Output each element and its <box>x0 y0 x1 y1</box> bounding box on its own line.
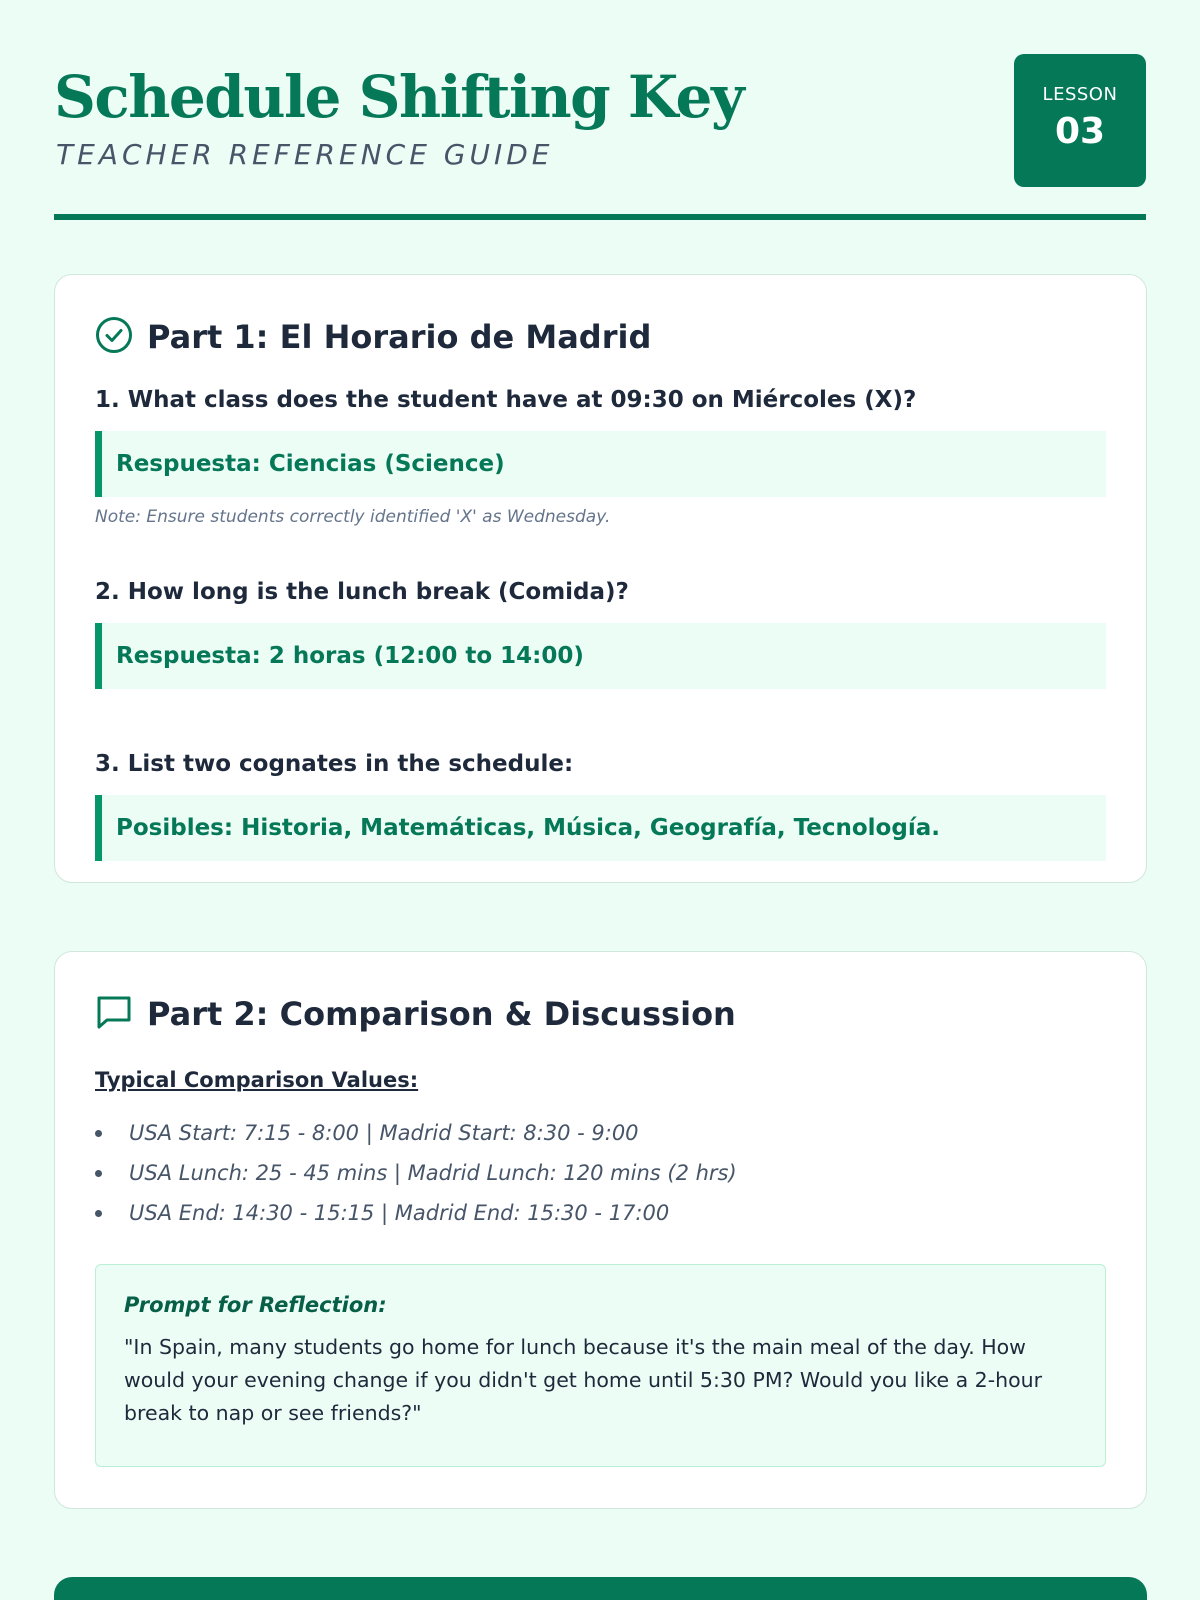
answer-3: Posibles: Historia, Matemáticas, Música, Geografía, Tecnología. <box>95 795 1106 861</box>
comparison-list <box>95 1118 1106 1238</box>
answer-1: Respuesta: Ciencias (Science) <box>95 431 1106 497</box>
reflection-title: Prompt for Reflection: <box>124 1293 387 1317</box>
answer-1-note: Note: Ensure students correctly identified 'X' as Wednesday. <box>95 507 611 527</box>
list-item: USA Lunch: 25 - 45 mins | Madrid Lunch: 120 mins (2 hrs) <box>95 1158 1106 1198</box>
question-3: 3. List two cognates in the schedule: <box>95 751 574 777</box>
lesson-badge <box>1014 54 1146 187</box>
lesson-label: LESSON <box>1042 84 1118 105</box>
part1-title: Part 1: El Horario de Madrid <box>147 318 652 356</box>
chat-bubble-icon <box>95 993 147 1035</box>
reflection-text: "In Spain, many students go home for lunch because it's the main meal of the day. How would your evening change if you didn't get home until 5:30 PM? Would you like a 2-hour break to nap or see friends?" <box>124 1335 1043 1425</box>
list-item: USA End: 14:30 - 15:15 | Madrid End: 15:30 - 17:00 <box>95 1198 1106 1238</box>
part1-header <box>95 315 1106 359</box>
part2-card <box>54 951 1147 1509</box>
part2-header <box>95 992 1106 1036</box>
reflection-box <box>95 1264 1106 1467</box>
check-circle-icon <box>95 316 147 358</box>
page-title: Schedule Shifting Key <box>54 63 744 131</box>
answer-2: Respuesta: 2 horas (12:00 to 14:00) <box>95 623 1106 689</box>
page-subtitle: TEACHER REFERENCE GUIDE <box>56 138 554 171</box>
page-header <box>54 54 1146 220</box>
question-1: 1. What class does the student have at 09:30 on Miércoles (X)? <box>95 387 917 413</box>
footer-bar <box>54 1577 1147 1600</box>
question-2: 2. How long is the lunch break (Comida)? <box>95 579 629 605</box>
lesson-number: 03 <box>1054 111 1106 152</box>
list-item: USA Start: 7:15 - 8:00 | Madrid Start: 8:30 - 9:00 <box>95 1118 1106 1158</box>
part1-card <box>54 274 1147 883</box>
values-heading: Typical Comparison Values: <box>95 1068 419 1092</box>
part2-title: Part 2: Comparison & Discussion <box>147 995 736 1033</box>
